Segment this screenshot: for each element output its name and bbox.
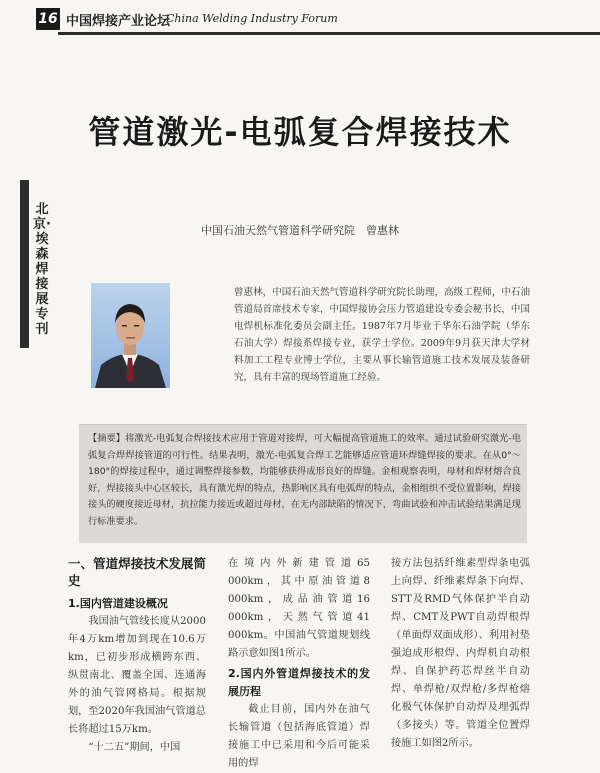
article-title: 管道激光-电弧复合焊接技术 xyxy=(88,113,512,151)
side-tab xyxy=(20,180,54,348)
side-tab-label: 北京·埃森焊接展专刊 xyxy=(33,202,51,337)
author-photo xyxy=(91,283,170,388)
subsection-heading-1: 1.国内管道建设概况 xyxy=(68,597,168,610)
running-header xyxy=(0,0,600,40)
paragraph: 在境内外新建管道65 000km，其中原油管道8 000km，成品油管道16 000km，天然气管道41 000km。中国油气管道规划线路示意如图1所示。 xyxy=(228,558,370,659)
header-divider xyxy=(58,32,600,35)
abstract-text: 【摘要】将激光-电弧复合焊接技术应用于管道对接焊，可大幅提高管道施工的效率。通过试验研究激光-电弧复合焊焊接管道的可行性。结果表明，激光-电弧复合焊工艺能够适应管道环焊缝焊接的要求。在从0°～180°的焊接过程中，通过调整焊接参数，均能够获得成形良好的焊缝。金相观察表明，母材和焊材熔合良好，焊接接头中心区较长，具有激光焊的特点，热影响区具有电弧焊的特点，金相组织不受位置影响，焊接接头的硬度接近母材，抗拉能力接近或超过母材，在无内部缺陷的情况下，弯曲试验和冲击试验结果满足现行标准要求。 xyxy=(88,433,521,527)
paragraph: 接方法包括纤维素型焊条电弧上向焊、纤维素焊条下向焊、STT及RMD气体保护半自动焊、CMT及PWT自动焊根焊（单面焊双面成形）、利用衬垫强迫成形根焊、内焊机自动根焊、自保护药芯焊丝半自动焊、单焊枪/双焊枪/多焊枪熔化极气体保护自动焊及埋弧焊（多接头）等。管道全位置焊接施工如图2所示。 xyxy=(391,558,530,749)
subsection-heading-2: 2.国内外管道焊接技术的发展历程 xyxy=(228,667,370,698)
section-heading-1: 一、管道焊接技术发展简史 xyxy=(68,556,206,588)
journal-title-en: China Welding Industry Forum xyxy=(166,12,338,25)
author-bio: 曾惠林，中国石油天然气管道科学研究院长助理，高级工程师，中石油管道局首席技术专家，中国焊接协会压力管道建设专委会秘书长，中国电焊机标准化委员会副主任。1987年7月毕业于华东石油学院（华东石油大学）焊接系焊接专业，获学士学位。2009年9月获天津大学材料加工工程专业博士学位，主要从事长输管道施工技术发展及装备研究，具有丰富的现场管道施工经验。 xyxy=(234,287,530,383)
paragraph: 我国油气管线长度从2000年4万km增加到现在10.6万km，已初步形成横跨东西、纵贯南北、覆盖全国、连通海外的油气管网格局。根据规划，至2020年我国油气管道总长将超过15万km。 xyxy=(68,616,207,735)
paragraph: 截止目前，国内外在油气长输管道（包括海底管道）焊接施工中已采用和今后可能采用的焊 xyxy=(228,704,370,769)
journal-title-cn: 中国焊接产业论坛 xyxy=(66,14,171,29)
author-affiliation: 中国石油天然气管道科学研究院 曾惠林 xyxy=(201,224,399,237)
portrait-image xyxy=(91,283,170,388)
body-column-1 xyxy=(68,555,206,757)
side-tab-bar xyxy=(20,180,29,348)
body-column-2 xyxy=(228,555,370,773)
page-number: 16 xyxy=(36,8,60,30)
body-column-3 xyxy=(391,555,530,753)
abstract-box xyxy=(79,424,527,543)
paragraph: “十二五”期间，中国 xyxy=(88,742,181,753)
